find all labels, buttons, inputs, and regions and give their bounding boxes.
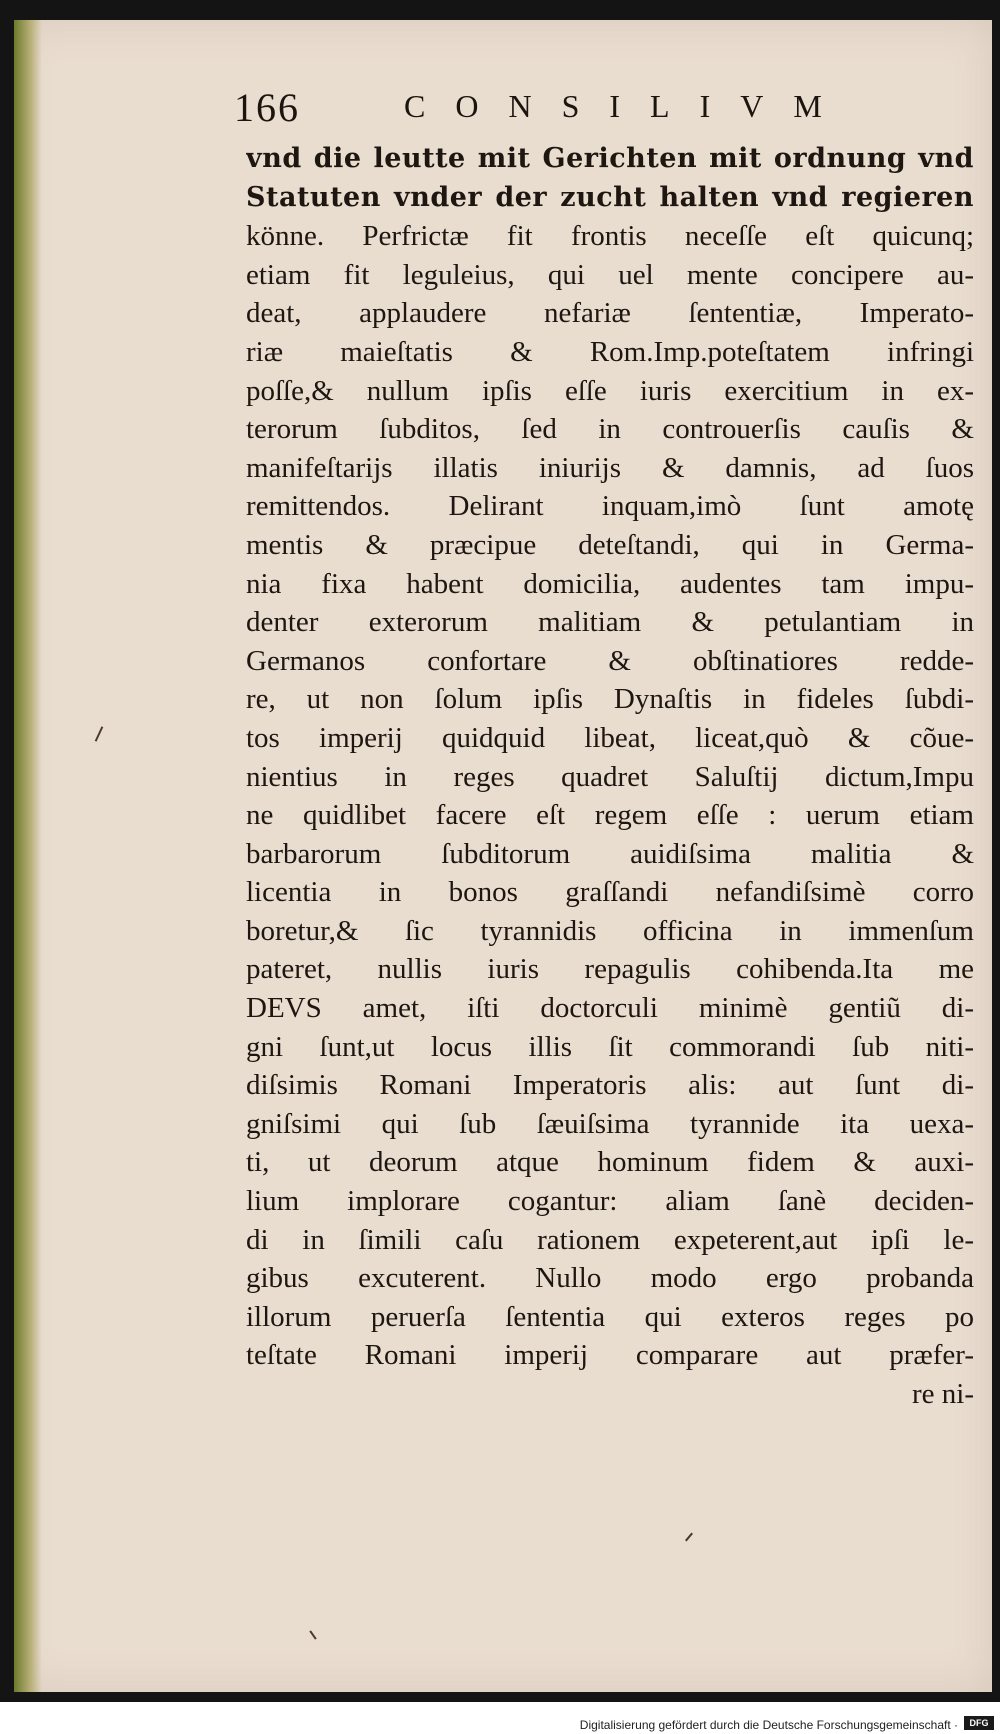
- text-line: denter exterorum malitiam & petulantiam in: [246, 606, 974, 639]
- text-line: lium implorare cogantur: aliam ſanè deciden-: [246, 1185, 974, 1218]
- text-line: mentis & præcipue deteſtandi, qui in Germa-: [246, 528, 974, 561]
- text-line-catchword: re ni-: [912, 1378, 974, 1410]
- text-line: könne. Perfrictæ fit frontis neceſſe eſt quicunq;: [246, 220, 974, 253]
- page-header: [234, 84, 874, 144]
- text-line: di in ſimili caſu rationem expeterent,aut ipſi le-: [246, 1223, 974, 1256]
- page-spine-edge: [14, 20, 42, 1692]
- dfg-logo-icon: DFG: [964, 1716, 994, 1730]
- text-line: tos imperij quidquid libeat, liceat,quò & cõue-: [246, 721, 974, 754]
- text-line: illorum peruerſa ſententia qui exteros reges po: [246, 1300, 974, 1333]
- page-number: 166: [234, 85, 300, 130]
- text-line: etiam fit leguleius, qui uel mente concipere au-: [246, 258, 974, 291]
- text-line: gniſsimi qui ſub ſæuiſsima tyrannide ita uexa-: [246, 1107, 974, 1140]
- text-line: Statuten vnder der zucht halten vnd regieren: [246, 181, 974, 213]
- text-line: Germanos confortare & obſtinatiores redde-: [246, 644, 974, 677]
- text-line: boretur,& ſic tyrannidis officina in immenſum: [246, 914, 974, 947]
- text-line: gni ſunt,ut locus illis ſit commorandi ſub niti-: [246, 1030, 974, 1063]
- text-line: pateret, nullis iuris repagulis cohibenda.Ita me: [246, 953, 974, 986]
- digitization-credit: Digitalisierung gefördert durch die Deutsche Forschungsgemeinschaft ·: [579, 1718, 958, 1732]
- text-line: riæ maieſtatis & Rom.Imp.poteſtatem infringi: [246, 335, 974, 368]
- text-line: teſtate Romani imperij comparare aut præfer-: [246, 1339, 974, 1372]
- text-line: nientius in reges quadret Saluſtij dictum,Impu: [246, 760, 974, 793]
- text-line: manifeſtarijs illatis iniurijs & damnis, ad ſuos: [246, 451, 974, 484]
- text-line: deat, applaudere nefariæ ſententiæ, Imperato-: [246, 297, 974, 330]
- text-line: licentia in bonos graſſandi nefandiſsimè corro: [246, 876, 974, 909]
- text-line: poſſe,& nullum ipſis eſſe iuris exercitium in ex-: [246, 374, 974, 407]
- text-line: vnd die leutte mit Gerichten mit ordnung vnd: [246, 143, 974, 174]
- text-line: re, ut non ſolum ipſis Dynaſtis in fideles ſubdi-: [246, 683, 974, 716]
- text-line: remittendos. Delirant inquam,imò ſunt amotę: [246, 490, 974, 523]
- text-line: ti, ut deorum atque hominum fidem & auxi-: [246, 1146, 974, 1179]
- text-line: ne quidlibet facere eſt regem eſſe : uerum etiam: [246, 799, 974, 832]
- text-line: barbarorum ſubditorum auidiſsima malitia &: [246, 837, 974, 870]
- body-text: [246, 140, 974, 1414]
- text-line: terorum ſubditos, ſed in controuerſis cauſis &: [246, 413, 974, 446]
- text-line: gibus excuterent. Nullo modo ergo probanda: [246, 1262, 974, 1295]
- running-title: CONSILIVM: [404, 88, 852, 124]
- text-line: diſsimis Romani Imperatoris alis: aut ſunt di-: [246, 1069, 974, 1102]
- text-line: DEVS amet, iſti doctorculi minimè gentiũ di-: [246, 992, 974, 1025]
- text-line: nia fixa habent domicilia, audentes tam impu-: [246, 567, 974, 600]
